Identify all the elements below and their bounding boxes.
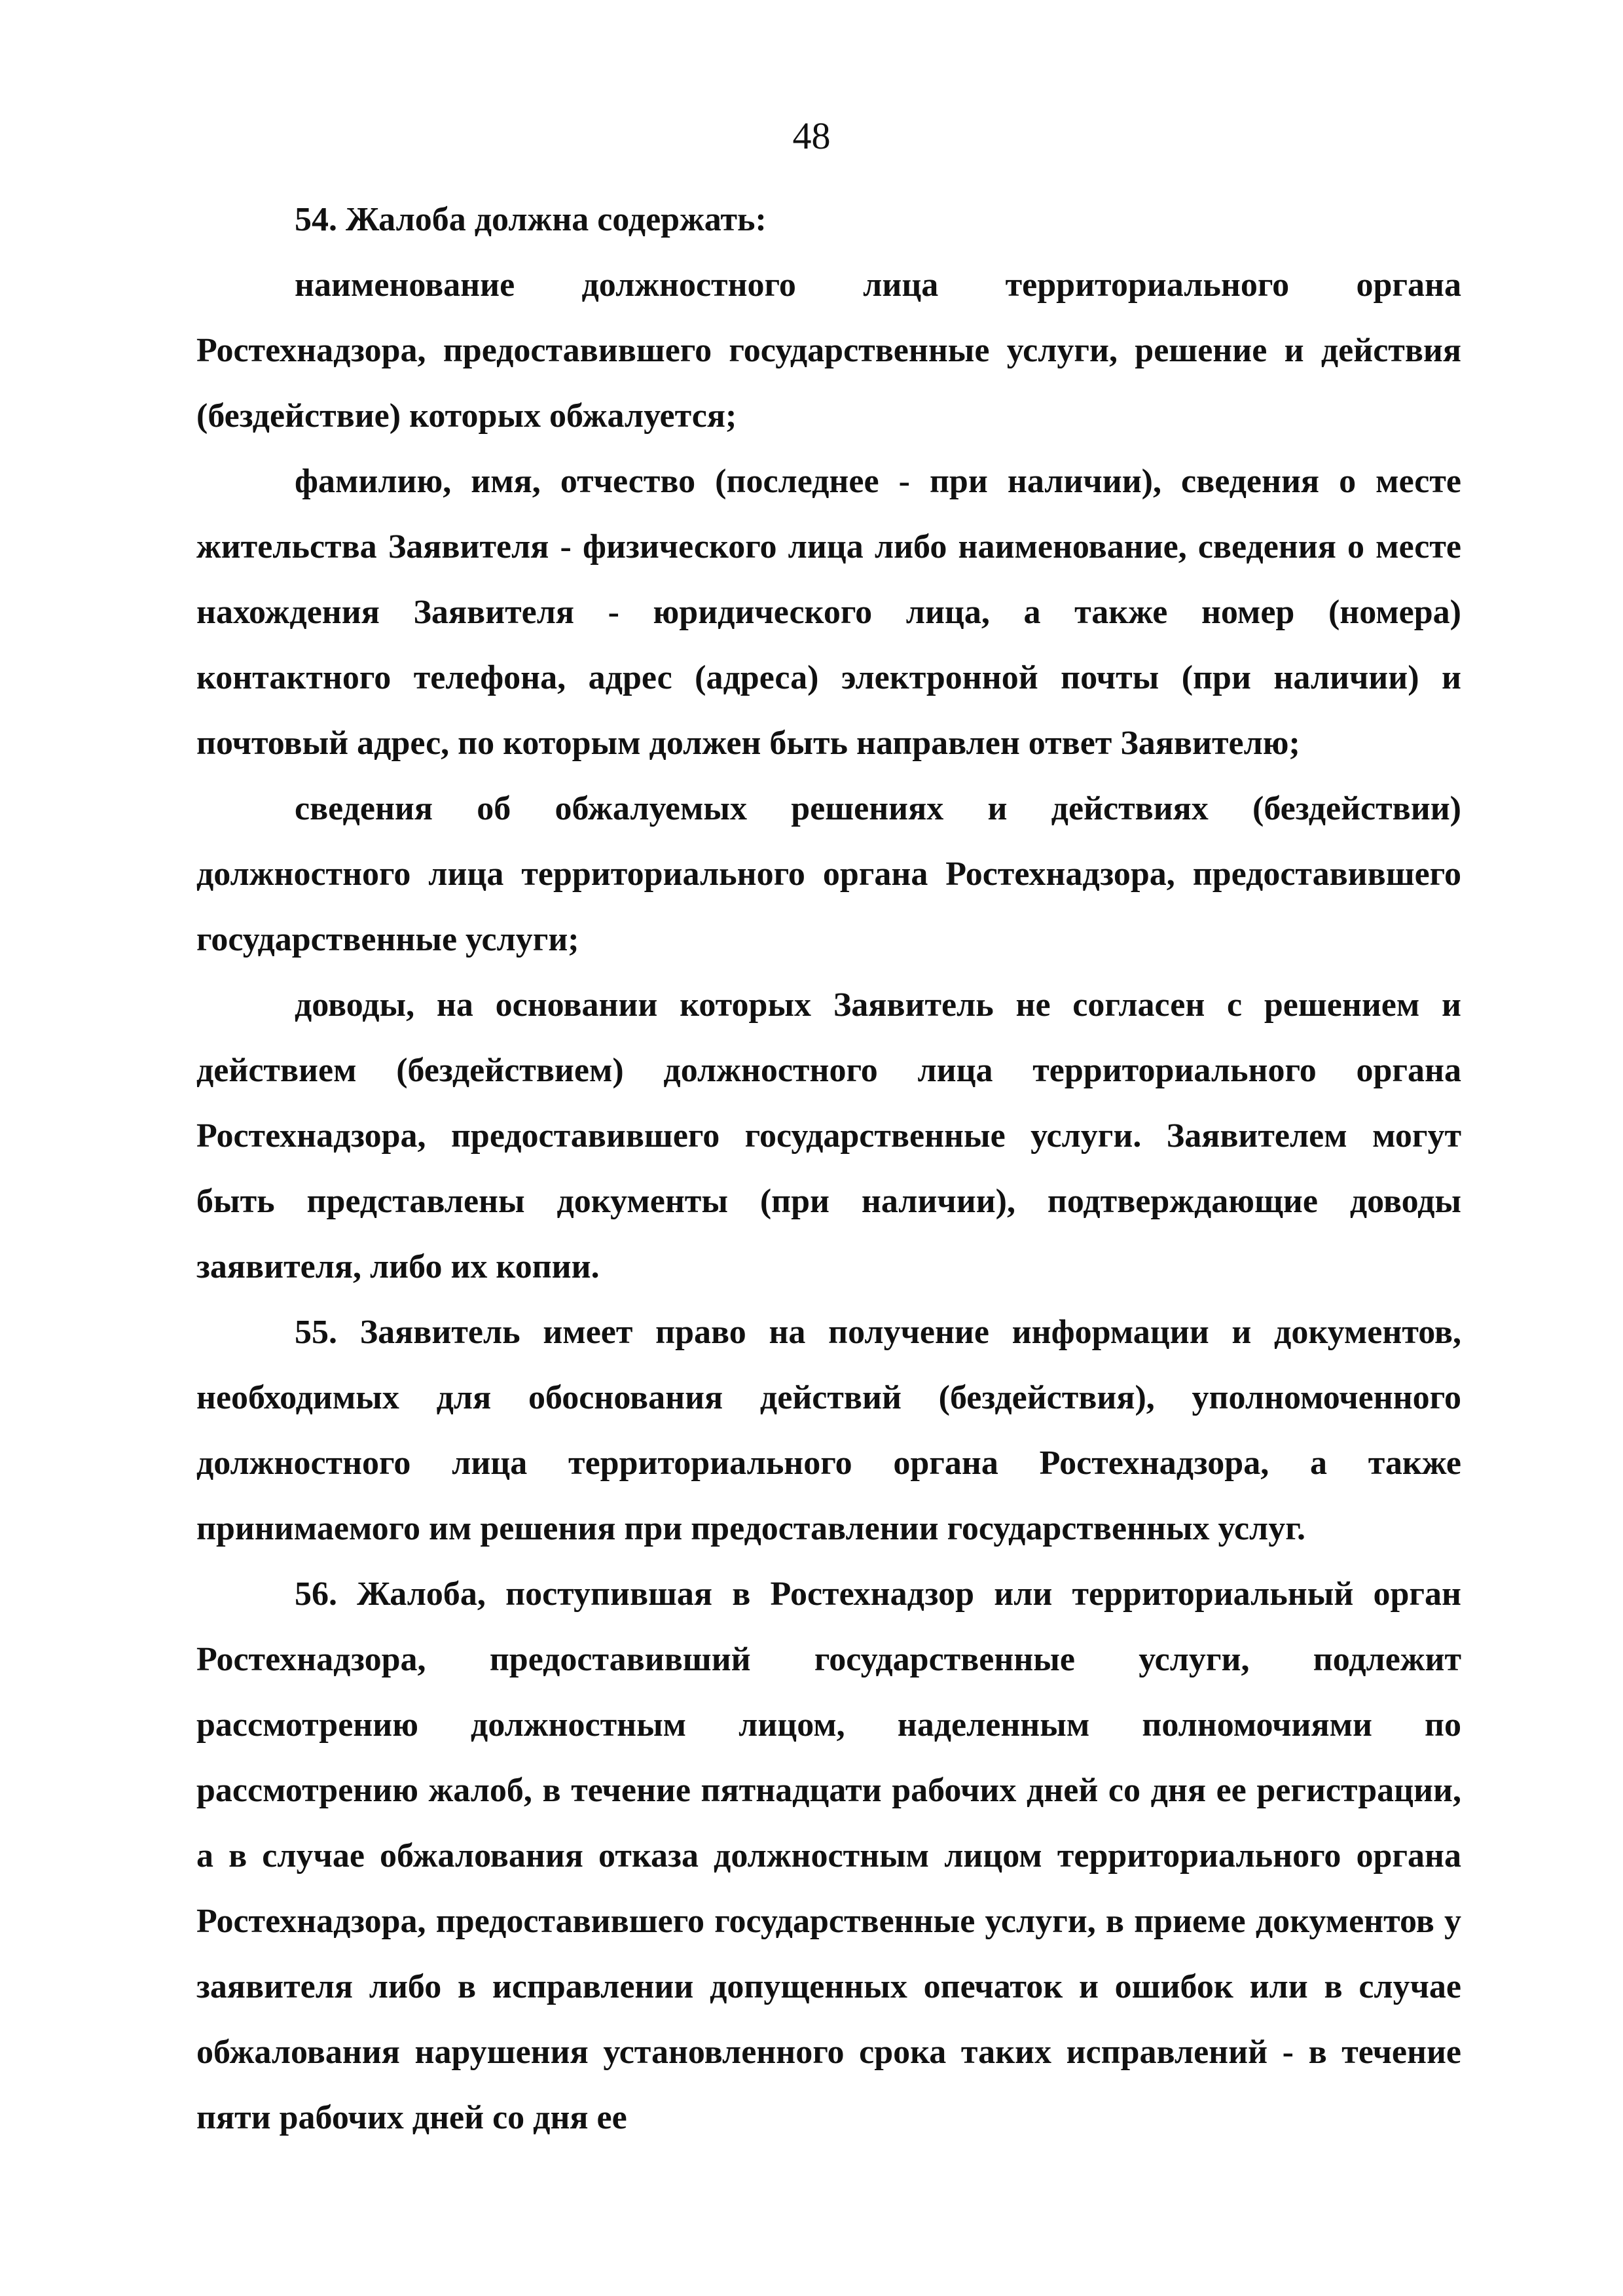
paragraph-56: 56. Жалоба, поступившая в Ростехнадзор или территориальный орган Ростехнадзора, предоставивший государственные услуги, подлежит рассмотрению должностным лицом, наделенным полномочиями по рассмотрению жалоб, в течение пятнадцати рабочих дней со дня ее регистрации, а в случае обжалования отказа должностным лицом территориального органа Ростехнадзора, предоставившего государственные услуги, в приеме документов у заявителя либо в исправлении допущенных опечаток и ошибок или в случае обжалования нарушения установленного срока таких исправлений - в течение пяти рабочих дней со дня ее xyxy=(196,1575,1461,2136)
paragraph-appealed-decisions: сведения об обжалуемых решениях и действиях (бездействии) должностного лица территориального органа Ростехнадзора, предоставившего государственные услуги; xyxy=(196,790,1461,958)
paragraph-arguments: доводы, на основании которых Заявитель не согласен с решением и действием (бездействием) должностного лица территориального органа Ростехнадзора, предоставившего государственные услуги. Заявителем могут быть представлены документы (при наличии), подтверждающие доводы заявителя, либо их копии. xyxy=(196,986,1461,1285)
paragraph-official-name: наименование должностного лица территориального органа Ростехнадзора, предоставившего государственные услуги, решение и действия (бездействие) которых обжалуется; xyxy=(196,266,1461,435)
paragraph-applicant-details: фамилию, имя, отчество (последнее - при наличии), сведения о месте жительства Заявителя - физического лица либо наименование, сведения о месте нахождения Заявителя - юридического лица, а также номер (номера) контактного телефона, адрес (адреса) электронной почты (при наличии) и почтовый адрес, по которым должен быть направлен ответ Заявителю; xyxy=(196,463,1461,762)
paragraph-54-heading: 54. Жалоба должна содержать: xyxy=(295,201,767,238)
document-body xyxy=(196,187,1461,2151)
page-number: 48 xyxy=(792,115,831,157)
paragraph-55: 55. Заявитель имеет право на получение информации и документов, необходимых для обоснования действий (бездействия), уполномоченного должностного лица территориального органа Ростехнадзора, а также принимаемого им решения при предоставлении государственных услуг. xyxy=(196,1314,1461,1547)
